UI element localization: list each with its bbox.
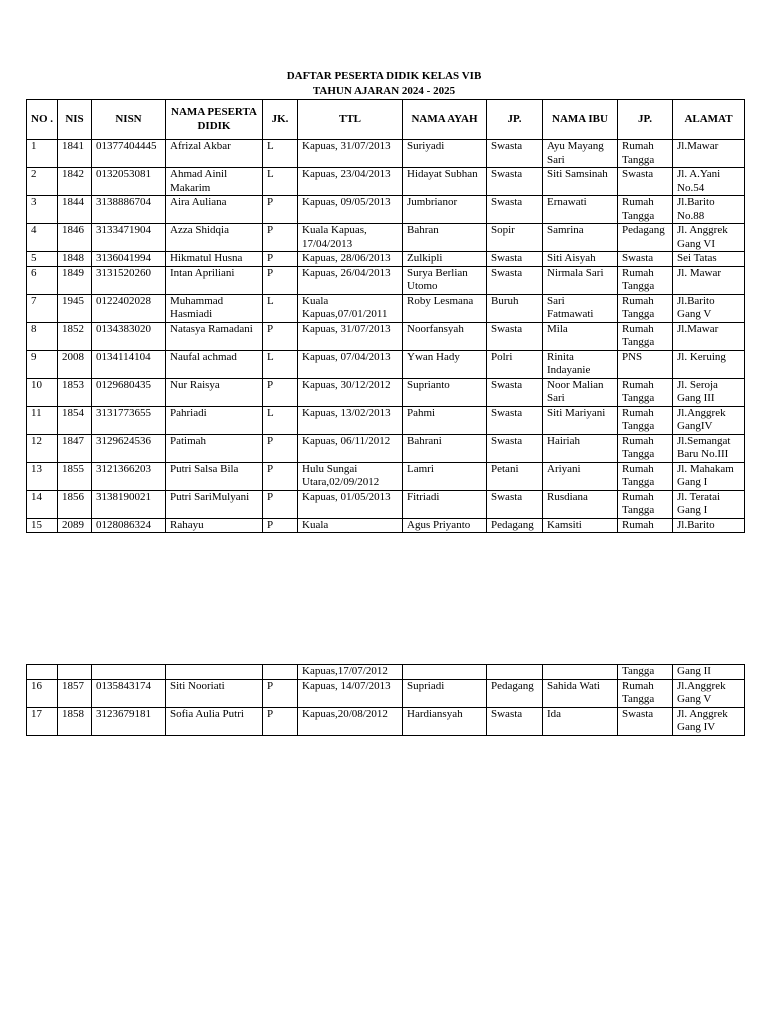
cell-nama-peserta-didik: Patimah	[166, 434, 263, 462]
cell-nisn: 0122402028	[92, 294, 166, 322]
cell-nama-peserta-didik: Putri SariMulyani	[166, 490, 263, 518]
cell-jk: P	[263, 252, 298, 267]
cell-ttl: Kapuas,20/08/2012	[298, 707, 403, 735]
table-row	[27, 322, 745, 350]
header-nama-ibu: NAMA IBU	[543, 100, 618, 140]
cell-nama-ibu: Hairiah	[543, 434, 618, 462]
cell-nama-ayah: Surya Berlian Utomo	[403, 266, 487, 294]
cell-nama-ayah: Jumbrianor	[403, 196, 487, 224]
cell-nama-peserta-didik: Intan Apriliani	[166, 266, 263, 294]
cell-no: 17	[27, 707, 58, 735]
cell-ttl: Kapuas, 06/11/2012	[298, 434, 403, 462]
cell-nama-ayah: Noorfansyah	[403, 322, 487, 350]
cell-no: 3	[27, 196, 58, 224]
cell-ttl: Kapuas, 23/04/2013	[298, 168, 403, 196]
header-ttl: TTL	[298, 100, 403, 140]
cell-nis: 1858	[58, 707, 92, 735]
cell-jp-ayah: Swasta	[487, 140, 543, 168]
cell-nama-peserta-didik: Nur Raisya	[166, 378, 263, 406]
cell-jk: L	[263, 294, 298, 322]
cell-jk: L	[263, 350, 298, 378]
cell-jk: P	[263, 679, 298, 707]
cell-nis: 1849	[58, 266, 92, 294]
header-alamat: ALAMAT	[673, 100, 745, 140]
cell-jp-ibu: Rumah Tangga	[618, 490, 673, 518]
cell-jk: P	[263, 196, 298, 224]
cell-ttl: Kapuas, 31/07/2013	[298, 140, 403, 168]
student-table-continued	[26, 664, 745, 736]
cell-alamat: Jl.Barito	[673, 518, 745, 533]
cell-ttl: Kapuas, 07/04/2013	[298, 350, 403, 378]
cell-no	[27, 665, 58, 680]
cell-nisn: 3121366203	[92, 462, 166, 490]
cell-jp-ayah: Swasta	[487, 252, 543, 267]
cell-jp-ibu: PNS	[618, 350, 673, 378]
cell-no: 6	[27, 266, 58, 294]
cell-no: 4	[27, 224, 58, 252]
table-row	[27, 378, 745, 406]
cell-nama-ibu: Siti Samsinah	[543, 168, 618, 196]
table-row	[27, 196, 745, 224]
cell-no: 2	[27, 168, 58, 196]
cell-nisn: 0135843174	[92, 679, 166, 707]
cell-nama-ayah: Bahran	[403, 224, 487, 252]
cell-ttl: Kapuas, 13/02/2013	[298, 406, 403, 434]
cell-jk: P	[263, 518, 298, 533]
cell-nis: 1852	[58, 322, 92, 350]
cell-jk: P	[263, 322, 298, 350]
cell-nama-ayah: Agus Priyanto	[403, 518, 487, 533]
cell-alamat: Jl. A.Yani No.54	[673, 168, 745, 196]
cell-ttl: Kapuas, 26/04/2013	[298, 266, 403, 294]
cell-nisn: 3133471904	[92, 224, 166, 252]
cell-nama-ibu: Ayu Mayang Sari	[543, 140, 618, 168]
cell-jp-ibu: Swasta	[618, 168, 673, 196]
cell-no: 12	[27, 434, 58, 462]
cell-nis: 1848	[58, 252, 92, 267]
table-row	[27, 518, 745, 533]
cell-jp-ayah: Swasta	[487, 707, 543, 735]
cell-jp-ayah: Pedagang	[487, 518, 543, 533]
cell-nama-peserta-didik: Ahmad Ainil Makarim	[166, 168, 263, 196]
cell-nama-ayah: Hardiansyah	[403, 707, 487, 735]
cell-jk: L	[263, 168, 298, 196]
cell-no: 1	[27, 140, 58, 168]
cell-jp-ayah: Swasta	[487, 266, 543, 294]
cell-jk: P	[263, 224, 298, 252]
cell-nama-peserta-didik: Muhammad Hasmiadi	[166, 294, 263, 322]
cell-jp-ibu: Rumah Tangga	[618, 679, 673, 707]
cell-ttl: Hulu Sungai Utara,02/09/2012	[298, 462, 403, 490]
cell-jp-ibu: Rumah Tangga	[618, 266, 673, 294]
cell-nis: 1842	[58, 168, 92, 196]
cell-nama-ibu: Kamsiti	[543, 518, 618, 533]
cell-nisn: 0132053081	[92, 168, 166, 196]
cell-no: 9	[27, 350, 58, 378]
table-row	[27, 140, 745, 168]
cell-jp-ibu: Rumah Tangga	[618, 322, 673, 350]
table-header-row	[27, 100, 745, 140]
cell-nama-ayah: Lamri	[403, 462, 487, 490]
cell-jp-ibu: Rumah Tangga	[618, 294, 673, 322]
cell-alamat: Jl. Seroja Gang III	[673, 378, 745, 406]
cell-nisn: 0134114104	[92, 350, 166, 378]
table-body-continued	[27, 665, 745, 736]
cell-nama-ayah: Bahrani	[403, 434, 487, 462]
table-row	[27, 406, 745, 434]
cell-jp-ayah: Buruh	[487, 294, 543, 322]
cell-alamat: Jl. Keruing	[673, 350, 745, 378]
cell-ttl: Kuala Kapuas,07/01/2011	[298, 294, 403, 322]
cell-nama-ayah: Roby Lesmana	[403, 294, 487, 322]
cell-no: 11	[27, 406, 58, 434]
cell-jp-ayah: Pedagang	[487, 679, 543, 707]
cell-nis: 1857	[58, 679, 92, 707]
cell-nisn	[92, 665, 166, 680]
cell-ttl: Kapuas, 30/12/2012	[298, 378, 403, 406]
cell-jp-ibu: Tangga	[618, 665, 673, 680]
cell-no: 7	[27, 294, 58, 322]
cell-alamat: Jl. Mahakam Gang I	[673, 462, 745, 490]
cell-nama-ibu: Mila	[543, 322, 618, 350]
header-jk: JK.	[263, 100, 298, 140]
cell-nis: 1846	[58, 224, 92, 252]
cell-alamat: Jl.Semangat Baru No.III	[673, 434, 745, 462]
cell-nama-ibu: Ariyani	[543, 462, 618, 490]
cell-jp-ayah: Polri	[487, 350, 543, 378]
cell-alamat: Jl.Barito No.88	[673, 196, 745, 224]
cell-nisn: 3131520260	[92, 266, 166, 294]
cell-nis: 1945	[58, 294, 92, 322]
table-row	[27, 462, 745, 490]
cell-nisn: 3138190021	[92, 490, 166, 518]
cell-nama-ibu: Sari Fatmawati	[543, 294, 618, 322]
header-jp-ibu: JP.	[618, 100, 673, 140]
cell-no: 16	[27, 679, 58, 707]
cell-jp-ayah: Swasta	[487, 434, 543, 462]
cell-jp-ayah: Petani	[487, 462, 543, 490]
table-row	[27, 168, 745, 196]
cell-nisn: 3131773655	[92, 406, 166, 434]
cell-jk: L	[263, 140, 298, 168]
cell-jp-ayah: Sopir	[487, 224, 543, 252]
table-row	[27, 350, 745, 378]
cell-alamat: Gang II	[673, 665, 745, 680]
cell-nama-peserta-didik: Sofia Aulia Putri	[166, 707, 263, 735]
cell-jp-ayah: Swasta	[487, 378, 543, 406]
cell-jk	[263, 665, 298, 680]
cell-nisn: 0128086324	[92, 518, 166, 533]
table-row	[27, 294, 745, 322]
cell-jk: P	[263, 378, 298, 406]
cell-jk: P	[263, 490, 298, 518]
cell-jp-ibu: Swasta	[618, 707, 673, 735]
cell-nama-ayah: Suprianto	[403, 378, 487, 406]
table-row	[27, 490, 745, 518]
cell-nama-ayah: Fitriadi	[403, 490, 487, 518]
cell-ttl: Kapuas, 09/05/2013	[298, 196, 403, 224]
student-table	[26, 99, 745, 533]
cell-ttl: Kapuas, 01/05/2013	[298, 490, 403, 518]
cell-nama-peserta-didik: Natasya Ramadani	[166, 322, 263, 350]
cell-jp-ayah: Swasta	[487, 406, 543, 434]
cell-nama-peserta-didik: Putri Salsa Bila	[166, 462, 263, 490]
academic-year-title: TAHUN AJARAN 2024 - 2025	[312, 85, 456, 97]
cell-nama-peserta-didik: Afrizal Akbar	[166, 140, 263, 168]
cell-no: 14	[27, 490, 58, 518]
cell-nama-ibu: Sahida Wati	[543, 679, 618, 707]
cell-nama-peserta-didik: Hikmatul Husna	[166, 252, 263, 267]
cell-nama-ibu: Samrina	[543, 224, 618, 252]
cell-nama-ibu: Siti Aisyah	[543, 252, 618, 267]
cell-nis: 1855	[58, 462, 92, 490]
cell-nisn: 3123679181	[92, 707, 166, 735]
cell-no: 15	[27, 518, 58, 533]
table-row	[27, 434, 745, 462]
cell-nama-ayah	[403, 665, 487, 680]
cell-nis	[58, 665, 92, 680]
cell-no: 8	[27, 322, 58, 350]
cell-nama-peserta-didik: Pahriadi	[166, 406, 263, 434]
cell-nama-peserta-didik: Aira Auliana	[166, 196, 263, 224]
cell-jp-ibu: Rumah Tangga	[618, 462, 673, 490]
table-row-continuation	[27, 665, 745, 680]
cell-nis: 1853	[58, 378, 92, 406]
cell-ttl: Kuala Kapuas, 17/04/2013	[298, 224, 403, 252]
cell-jk: P	[263, 462, 298, 490]
cell-nisn: 3138886704	[92, 196, 166, 224]
cell-jp-ayah: Swasta	[487, 168, 543, 196]
cell-nisn: 3129624536	[92, 434, 166, 462]
cell-jk: P	[263, 707, 298, 735]
cell-nis: 1856	[58, 490, 92, 518]
cell-nama-peserta-didik	[166, 665, 263, 680]
cell-jp-ayah: Swasta	[487, 322, 543, 350]
cell-jp-ibu: Swasta	[618, 252, 673, 267]
cell-nama-peserta-didik: Siti Nooriati	[166, 679, 263, 707]
cell-alamat: Jl. Teratai Gang I	[673, 490, 745, 518]
cell-alamat: Jl. Anggrek Gang IV	[673, 707, 745, 735]
cell-alamat: Jl.Mawar	[673, 140, 745, 168]
cell-jp-ayah: Swasta	[487, 490, 543, 518]
cell-alamat: Jl. Mawar	[673, 266, 745, 294]
cell-jp-ayah	[487, 665, 543, 680]
table-row	[27, 679, 745, 707]
header-nama-ayah: NAMA AYAH	[403, 100, 487, 140]
cell-jp-ibu: Rumah Tangga	[618, 434, 673, 462]
cell-jp-ibu: Rumah Tangga	[618, 140, 673, 168]
cell-nis: 1854	[58, 406, 92, 434]
cell-jp-ibu: Rumah Tangga	[618, 196, 673, 224]
cell-nama-ibu: Ida	[543, 707, 618, 735]
cell-jk: P	[263, 266, 298, 294]
cell-ttl: Kapuas, 28/06/2013	[298, 252, 403, 267]
document-title: DAFTAR PESERTA DIDIK KELAS VIB	[286, 70, 482, 82]
cell-nisn: 0134383020	[92, 322, 166, 350]
cell-nama-ayah: Suriyadi	[403, 140, 487, 168]
cell-alamat: Jl.Anggrek Gang V	[673, 679, 745, 707]
cell-alamat: Sei Tatas	[673, 252, 745, 267]
header-nama-peserta-didik: NAMA PESERTA DIDIK	[166, 100, 263, 140]
cell-nis: 1844	[58, 196, 92, 224]
cell-nama-ayah: Pahmi	[403, 406, 487, 434]
cell-nama-ibu: Rinita Indayanie	[543, 350, 618, 378]
cell-no: 10	[27, 378, 58, 406]
cell-nis: 1841	[58, 140, 92, 168]
table-row	[27, 707, 745, 735]
cell-nis: 1847	[58, 434, 92, 462]
cell-jk: P	[263, 434, 298, 462]
cell-nisn: 3136041994	[92, 252, 166, 267]
cell-ttl: Kapuas, 14/07/2013	[298, 679, 403, 707]
cell-jk: L	[263, 406, 298, 434]
cell-alamat: Jl. Anggrek Gang VI	[673, 224, 745, 252]
cell-jp-ibu: Rumah Tangga	[618, 406, 673, 434]
header-nisn: NISN	[92, 100, 166, 140]
cell-nama-ibu: Ernawati	[543, 196, 618, 224]
cell-nis: 2008	[58, 350, 92, 378]
header-no: NO .	[27, 100, 58, 140]
header-jp-ayah: JP.	[487, 100, 543, 140]
cell-alamat: Jl.Barito Gang V	[673, 294, 745, 322]
cell-nis: 2089	[58, 518, 92, 533]
table-row	[27, 252, 745, 267]
cell-nama-peserta-didik: Naufal achmad	[166, 350, 263, 378]
cell-nama-ayah: Hidayat Subhan	[403, 168, 487, 196]
cell-ttl: Kapuas,17/07/2012	[298, 665, 403, 680]
cell-nama-ibu: Siti Mariyani	[543, 406, 618, 434]
cell-no: 5	[27, 252, 58, 267]
cell-nama-peserta-didik: Azza Shidqia	[166, 224, 263, 252]
cell-nisn: 01377404445	[92, 140, 166, 168]
table-row	[27, 266, 745, 294]
cell-alamat: Jl.Mawar	[673, 322, 745, 350]
table-row	[27, 224, 745, 252]
cell-nama-ayah: Zulkipli	[403, 252, 487, 267]
cell-jp-ibu: Pedagang	[618, 224, 673, 252]
cell-nama-ayah: Supriadi	[403, 679, 487, 707]
cell-alamat: Jl.Anggrek GangIV	[673, 406, 745, 434]
cell-jp-ayah: Swasta	[487, 196, 543, 224]
cell-nisn: 0129680435	[92, 378, 166, 406]
cell-ttl: Kapuas, 31/07/2013	[298, 322, 403, 350]
cell-nama-ibu: Rusdiana	[543, 490, 618, 518]
cell-no: 13	[27, 462, 58, 490]
cell-ttl: Kuala	[298, 518, 403, 533]
cell-jp-ibu: Rumah Tangga	[618, 378, 673, 406]
cell-nama-ibu: Noor Malian Sari	[543, 378, 618, 406]
cell-jp-ibu: Rumah	[618, 518, 673, 533]
cell-nama-ibu: Nirmala Sari	[543, 266, 618, 294]
cell-nama-ayah: Ywan Hady	[403, 350, 487, 378]
table-body	[27, 140, 745, 533]
cell-nama-peserta-didik: Rahayu	[166, 518, 263, 533]
cell-nama-ibu	[543, 665, 618, 680]
header-nis: NIS	[58, 100, 92, 140]
